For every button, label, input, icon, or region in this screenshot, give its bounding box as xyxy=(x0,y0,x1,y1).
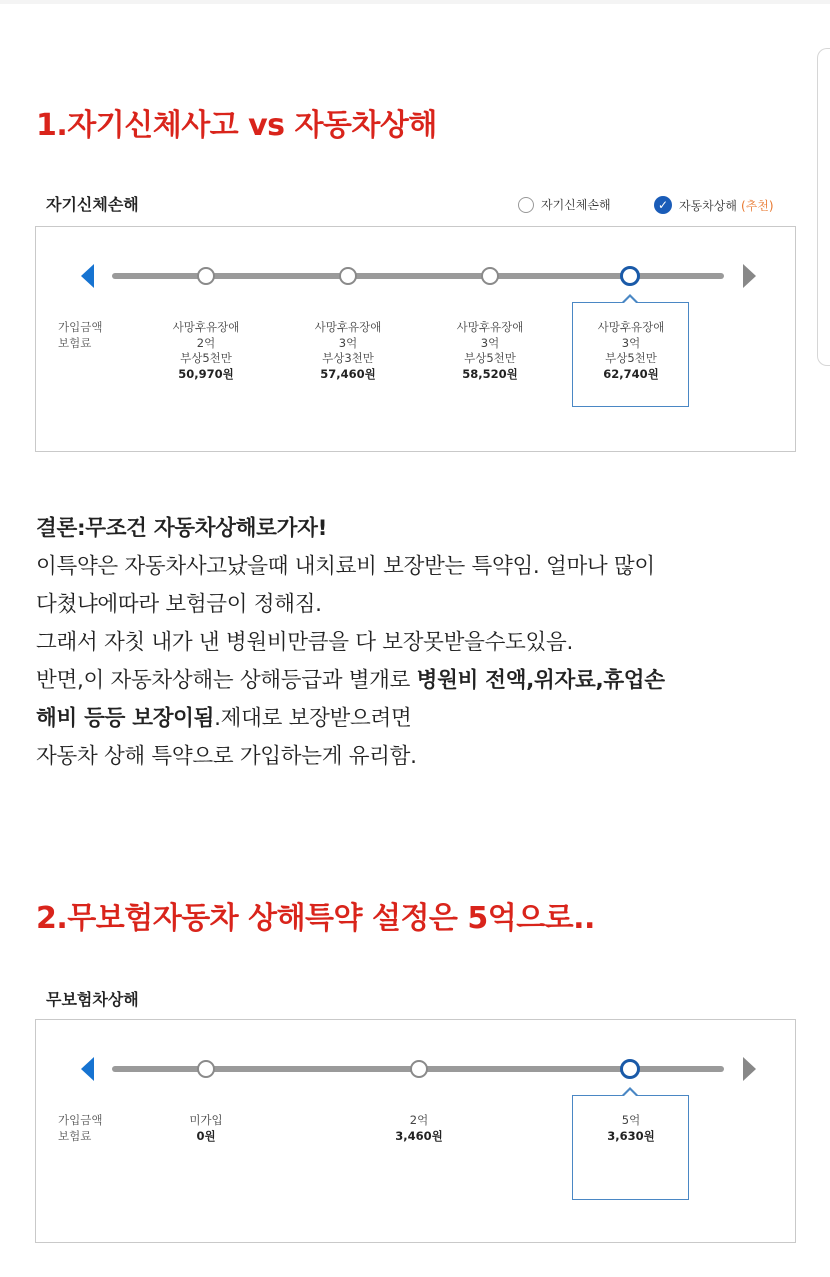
prev-arrow-icon[interactable] xyxy=(81,264,94,288)
option-item-3-selected[interactable] xyxy=(581,1113,681,1144)
next-arrow-icon[interactable] xyxy=(743,264,756,288)
section2-heading: 2.무보험자동차 상해특약 설정은 5억으로.. xyxy=(36,901,595,936)
conclusion-line: 결론:무조건 자동차상해로가자! xyxy=(36,516,328,541)
option-item-1[interactable] xyxy=(156,1113,256,1144)
explanation-text xyxy=(36,510,806,776)
recommend-badge: (추천) xyxy=(740,198,774,213)
item-injury: 부상3천만 xyxy=(322,351,374,365)
slider-stop-3-selected[interactable] xyxy=(620,1059,640,1079)
check-icon[interactable]: ✓ xyxy=(654,196,672,214)
row-label-amount: 가입금액 xyxy=(58,320,103,334)
row-labels xyxy=(58,1112,102,1144)
item-injury: 부상5천만 xyxy=(180,351,232,365)
body-line-6: 자동차 상해 특약으로 가입하는게 유리함. xyxy=(36,744,417,769)
item-amount: 2억 xyxy=(196,335,216,350)
item-coverage: 사망후유장애 xyxy=(314,320,382,334)
selected-pointer-inner xyxy=(623,297,637,304)
row-labels xyxy=(58,319,102,351)
option-auto-injury-label: 자동차상해 xyxy=(679,198,737,213)
item-coverage: 사망후유장애 xyxy=(456,320,524,334)
selected-option-box[interactable] xyxy=(572,1095,689,1200)
item-price: 50,970원 xyxy=(178,366,234,381)
slider-stop-1[interactable] xyxy=(197,267,215,285)
item-price: 3,460원 xyxy=(395,1128,443,1143)
row-label-premium: 보험료 xyxy=(58,336,92,350)
self-injury-card-title: 자기신체손해 xyxy=(46,195,139,214)
item-amount: 3억 xyxy=(338,335,358,350)
option-auto-injury[interactable] xyxy=(654,196,774,214)
body-line-5 xyxy=(36,700,806,738)
body-line-4 xyxy=(36,662,806,700)
body-line-5-bold: 해비 등등 보장이됨 xyxy=(36,706,215,731)
item-amount: 3억 xyxy=(621,335,641,350)
item-amount: 3억 xyxy=(480,335,500,350)
scrollbar[interactable] xyxy=(817,48,830,366)
body-line-2: 다쳤냐에따라 보험금이 정해짐. xyxy=(36,592,322,617)
uninsured-card-title: 무보험차상해 xyxy=(46,990,139,1009)
top-edge-strip xyxy=(0,0,830,4)
option-self-injury[interactable] xyxy=(518,196,611,213)
option-item-1[interactable] xyxy=(156,320,256,382)
slider-stop-1[interactable] xyxy=(197,1060,215,1078)
prev-arrow-icon[interactable] xyxy=(81,1057,94,1081)
slider-stop-3[interactable] xyxy=(481,267,499,285)
uninsured-card xyxy=(35,1019,796,1243)
option-self-injury-label: 자기신체손해 xyxy=(541,198,611,212)
body-line-3: 그래서 자칫 내가 낸 병원비만큼을 다 보장못받을수도있음. xyxy=(36,630,573,655)
row-label-amount: 가입금액 xyxy=(58,1113,103,1127)
option-item-4-selected[interactable] xyxy=(581,320,681,382)
item-amount: 5억 xyxy=(621,1113,641,1127)
item-amount: 미가입 xyxy=(189,1113,223,1127)
next-arrow-icon[interactable] xyxy=(743,1057,756,1081)
slider-stop-4-selected[interactable] xyxy=(620,266,640,286)
body-line-1: 이특약은 자동차사고났을때 내치료비 보장받는 특약임. 얼마나 많이 xyxy=(36,554,655,579)
item-amount: 2억 xyxy=(409,1113,429,1127)
self-injury-card xyxy=(35,226,796,452)
item-price: 58,520원 xyxy=(462,366,518,381)
slider-stop-2[interactable] xyxy=(410,1060,428,1078)
item-coverage: 사망후유장애 xyxy=(597,320,665,334)
body-line-5-text: .제대로 보장받으려면 xyxy=(214,706,412,731)
item-price: 3,630원 xyxy=(607,1128,655,1143)
item-injury: 부상5천만 xyxy=(464,351,516,365)
body-line-4-bold: 병원비 전액,위자료,휴업손 xyxy=(416,668,665,693)
slider-stop-2[interactable] xyxy=(339,267,357,285)
option-item-3[interactable] xyxy=(440,320,540,382)
item-price: 0원 xyxy=(196,1128,216,1143)
item-price: 57,460원 xyxy=(320,366,376,381)
item-coverage: 사망후유장애 xyxy=(172,320,240,334)
selected-pointer-inner xyxy=(623,1090,637,1097)
option-item-2[interactable] xyxy=(298,320,398,382)
option-item-2[interactable] xyxy=(369,1113,469,1144)
body-line-4-text: 반면,이 자동차상해는 상해등급과 별개로 xyxy=(36,668,417,693)
item-injury: 부상5천만 xyxy=(605,351,657,365)
row-label-premium: 보험료 xyxy=(58,1129,92,1143)
section1-heading: 1.자기신체사고 vs 자동차상해 xyxy=(36,108,437,143)
radio-unchecked-icon[interactable] xyxy=(518,197,534,213)
item-price: 62,740원 xyxy=(603,366,659,381)
